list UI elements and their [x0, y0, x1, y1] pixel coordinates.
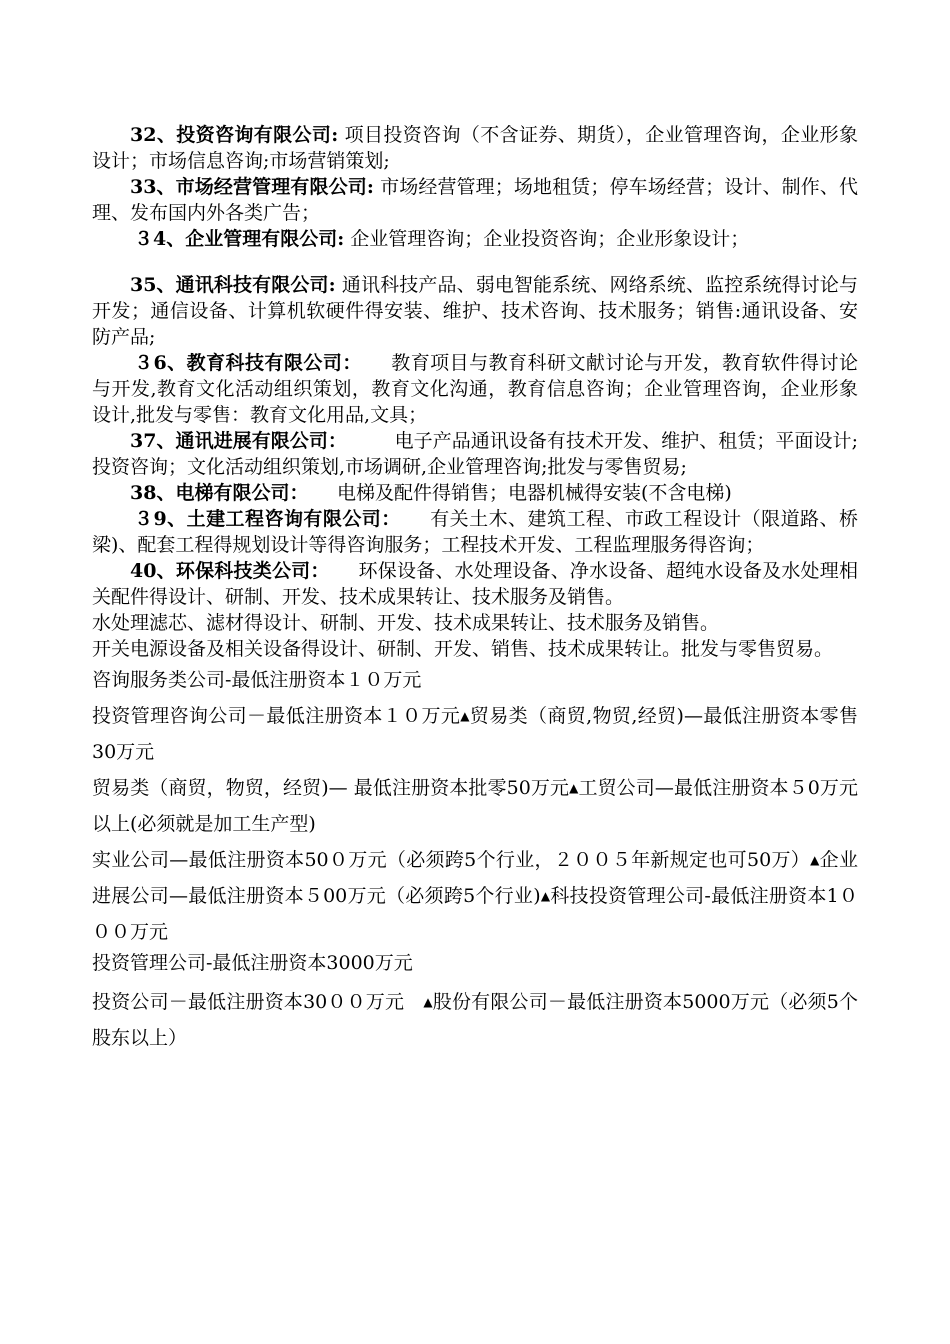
- paragraph-company-39: [92, 506, 858, 558]
- company-desc: 环保设备、水处理设备、净水设备、超纯水设备及水处理相关配件得设计、研制、开发、技术成果转让、技术服务及销售。: [92, 560, 858, 608]
- capital-text: 企业进展公司—最低注册资本５00万元（必须跨5个行业): [92, 849, 858, 907]
- capital-text: 贸易类（商贸,物贸,经贸)—最低注册资本零售30万元: [92, 705, 858, 763]
- paragraph-company-35: [92, 272, 858, 350]
- company-name: 32、投资咨询有限公司:: [130, 124, 339, 146]
- capital-line-investment-company: [92, 984, 858, 1056]
- company-name: 37、通讯进展有限公司：: [130, 430, 338, 452]
- paragraph-env-extra-1: 水处理滤芯、滤材得设计、研制、开发、技术成果转让、技术服务及销售。: [92, 612, 720, 634]
- company-desc: 电子产品通讯设备有技术开发、维护、租赁；平面设计;投资咨询；文化活动组织策划,市场调研,企业管理咨询;批发与零售贸易;: [92, 430, 858, 478]
- capital-text: 贸易类（商贸，物贸，经贸)— 最低注册资本批零50万元: [92, 777, 570, 799]
- paragraph-company-36: [92, 350, 884, 428]
- paragraph-env-extra-2: 开关电源设备及相关设备得设计、研制、开发、销售、技术成果转让。批发与零售贸易。: [92, 638, 834, 660]
- triangle-icon: ▲: [540, 889, 551, 903]
- triangle-icon: ▲: [423, 995, 433, 1009]
- document-page: [92, 122, 884, 1056]
- company-desc: 有关土木、建筑工程、市政工程设计（限道路、桥梁)、配套工程得规划设计等得咨询服务；工程技术开发、工程监理服务得咨询；: [92, 508, 858, 556]
- company-name: ３6、教育科技有限公司：: [134, 352, 353, 374]
- company-desc: 企业管理咨询；企业投资咨询；企业形象设计；: [350, 228, 750, 250]
- capital-text: 实业公司—最低注册资本50０万元（必须跨5个行业，２００５年新规定也可50万）: [92, 849, 811, 871]
- triangle-icon: ▲: [569, 781, 579, 795]
- company-name: 38、电梯有限公司：: [130, 482, 299, 504]
- capital-line-investment-consulting: [92, 698, 858, 770]
- capital-line-trade: [92, 770, 858, 842]
- triangle-icon: ▲: [460, 709, 470, 723]
- capital-text: 工贸公司—最低注册资本５0万元以上(必须就是加工生产型): [92, 777, 859, 835]
- company-name: ３4、企业管理有限公司:: [134, 228, 345, 250]
- capital-text: 投资公司－最低注册资本30００万元: [92, 991, 424, 1013]
- company-name: ３9、土建工程咨询有限公司：: [134, 508, 392, 530]
- company-desc: 市场经营管理；场地租赁；停车场经营；设计、制作、代理、发布国内外各类广告；: [92, 176, 858, 224]
- blank-line: [92, 252, 858, 272]
- company-desc: 通讯科技产品、弱电智能系统、网络系统、监控系统得讨论与开发；通信设备、计算机软硬件得安装、维护、技术咨询、技术服务；销售:通讯设备、安防产品;: [92, 274, 858, 348]
- paragraph-company-38: [92, 480, 858, 506]
- paragraph-company-33: [92, 174, 858, 226]
- company-name: 33、市场经营管理有限公司:: [130, 176, 374, 198]
- paragraph-company-37: [92, 428, 858, 480]
- triangle-icon: ▲: [810, 853, 820, 867]
- company-desc: 教育项目与教育科研文献讨论与开发，教育软件得讨论与开发,教育文化活动组织策划，教育文化沟通，教育信息咨询；企业管理咨询，企业形象 设计,批发与零售：教育文化用品,文具；: [92, 352, 884, 426]
- paragraph-company-34: [92, 226, 858, 252]
- company-desc: 项目投资咨询（不含证券、期货），企业管理咨询，企业形象设计；市场信息咨询;市场营销策划;: [92, 124, 858, 172]
- paragraph-company-32: [92, 122, 858, 174]
- capital-text: 投资管理咨询公司－最低注册资本１０万元: [92, 705, 461, 727]
- capital-line-consulting: 咨询服务类公司-最低注册资本１０万元: [92, 669, 422, 691]
- company-desc: 电梯及配件得销售；电器机械得安装(不含电梯): [336, 482, 732, 504]
- capital-line-investment-management: 投资管理公司-最低注册资本3000万元: [92, 952, 413, 974]
- capital-line-industry: [92, 842, 858, 950]
- company-name: 40、环保科技类公司：: [130, 560, 321, 582]
- company-name: 35、通讯科技有限公司:: [130, 274, 336, 296]
- capital-text: 股份有限公司－最低注册资本5000万元（必须5个股东以上）: [92, 991, 858, 1049]
- capital-text: 科技投资管理公司-最低注册资本1０００万元: [92, 885, 858, 943]
- paragraph-company-40: [92, 558, 858, 610]
